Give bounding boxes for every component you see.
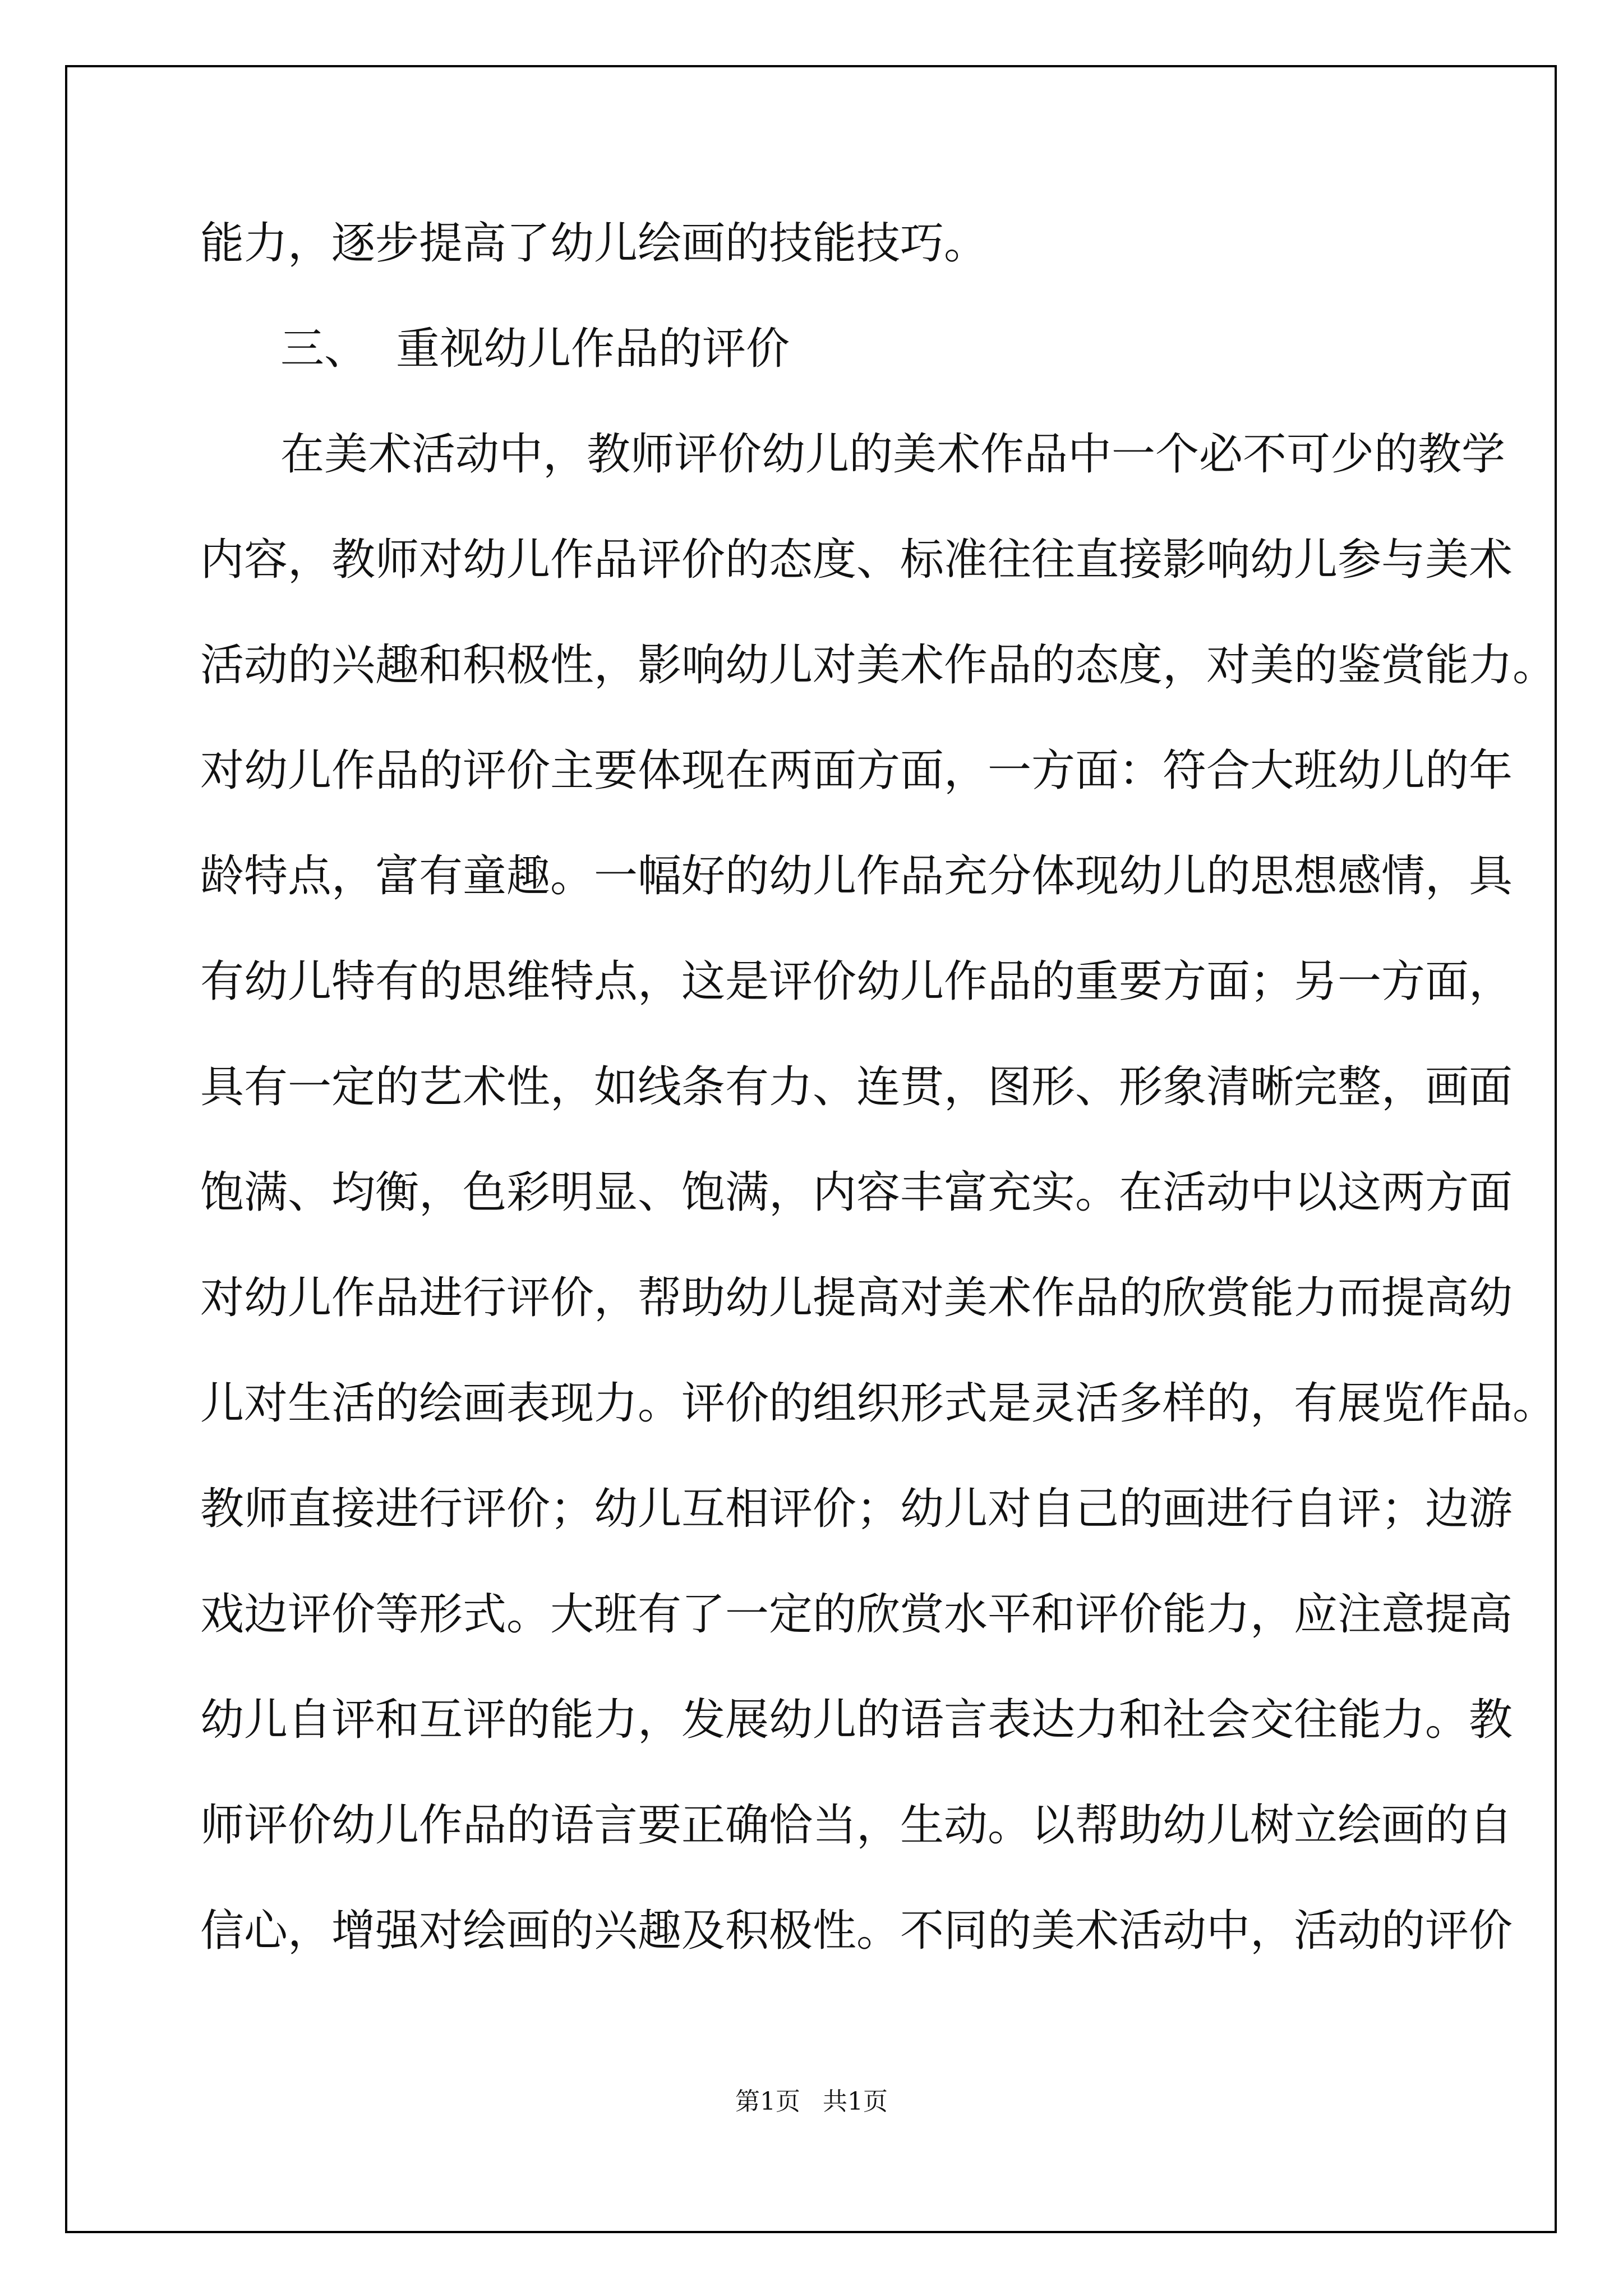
text-line-5: 活动的兴趣和积极性，影响幼儿对美术作品的态度，对美的鉴赏能力。 <box>200 640 1557 691</box>
page-number-current: 第1页 <box>735 2087 800 2116</box>
text-line-9: 具有一定的艺术性，如线条有力、连贯，图形、形象清晰完整，画面 <box>200 1062 1513 1112</box>
text-line-3: 在美术活动中，教师评价幼儿的美术作品中一个必不可少的教学 <box>280 429 1506 480</box>
text-line-11: 对幼儿作品进行评价，帮助幼儿提高对美术作品的欣赏能力而提高幼 <box>200 1273 1513 1323</box>
text-line-8: 有幼儿特有的思维特点，这是评价幼儿作品的重要方面；另一方面， <box>200 956 1513 1007</box>
text-line-4: 内容，教师对幼儿作品评价的态度、标准往往直接影响幼儿参与美术 <box>200 535 1513 585</box>
text-line-1: 能力，逐步提高了幼儿绘画的技能技巧。 <box>200 218 988 269</box>
text-line-15: 幼儿自评和互评的能力，发展幼儿的语言表达力和社会交往能力。教 <box>200 1695 1513 1745</box>
text-line-16: 师评价幼儿作品的语言要正确恰当，生动。以帮助幼儿树立绘画的自 <box>200 1800 1513 1851</box>
text-line-13: 教师直接进行评价；幼儿互相评价；幼儿对自己的画进行自评；边游 <box>200 1484 1513 1534</box>
page-footer <box>0 2081 1623 2117</box>
text-line-7: 龄特点，富有童趣。一幅好的幼儿作品充分体现幼儿的思想感情，具 <box>200 851 1513 901</box>
text-line-14: 戏边评价等形式。大班有了一定的欣赏水平和评价能力，应注意提高 <box>200 1589 1513 1640</box>
text-line-10: 饱满、均衡，色彩明显、饱满，内容丰富充实。在活动中以这两方面 <box>200 1167 1513 1218</box>
section-heading <box>200 296 1440 402</box>
document-body <box>200 191 1557 1984</box>
text-line-6: 对幼儿作品的评价主要体现在两面方面，一方面：符合大班幼儿的年 <box>200 746 1513 796</box>
text-line-12: 儿对生活的绘画表现力。评价的组织形式是灵活多样的，有展览作品。 <box>200 1378 1557 1429</box>
section-title: 重视幼儿作品的评价 <box>396 324 790 374</box>
page-number-total: 共1页 <box>823 2087 888 2116</box>
section-number: 三、 <box>280 324 368 374</box>
text-line-17: 信心，增强对绘画的兴趣及积极性。不同的美术活动中，活动的评价 <box>200 1906 1513 1956</box>
